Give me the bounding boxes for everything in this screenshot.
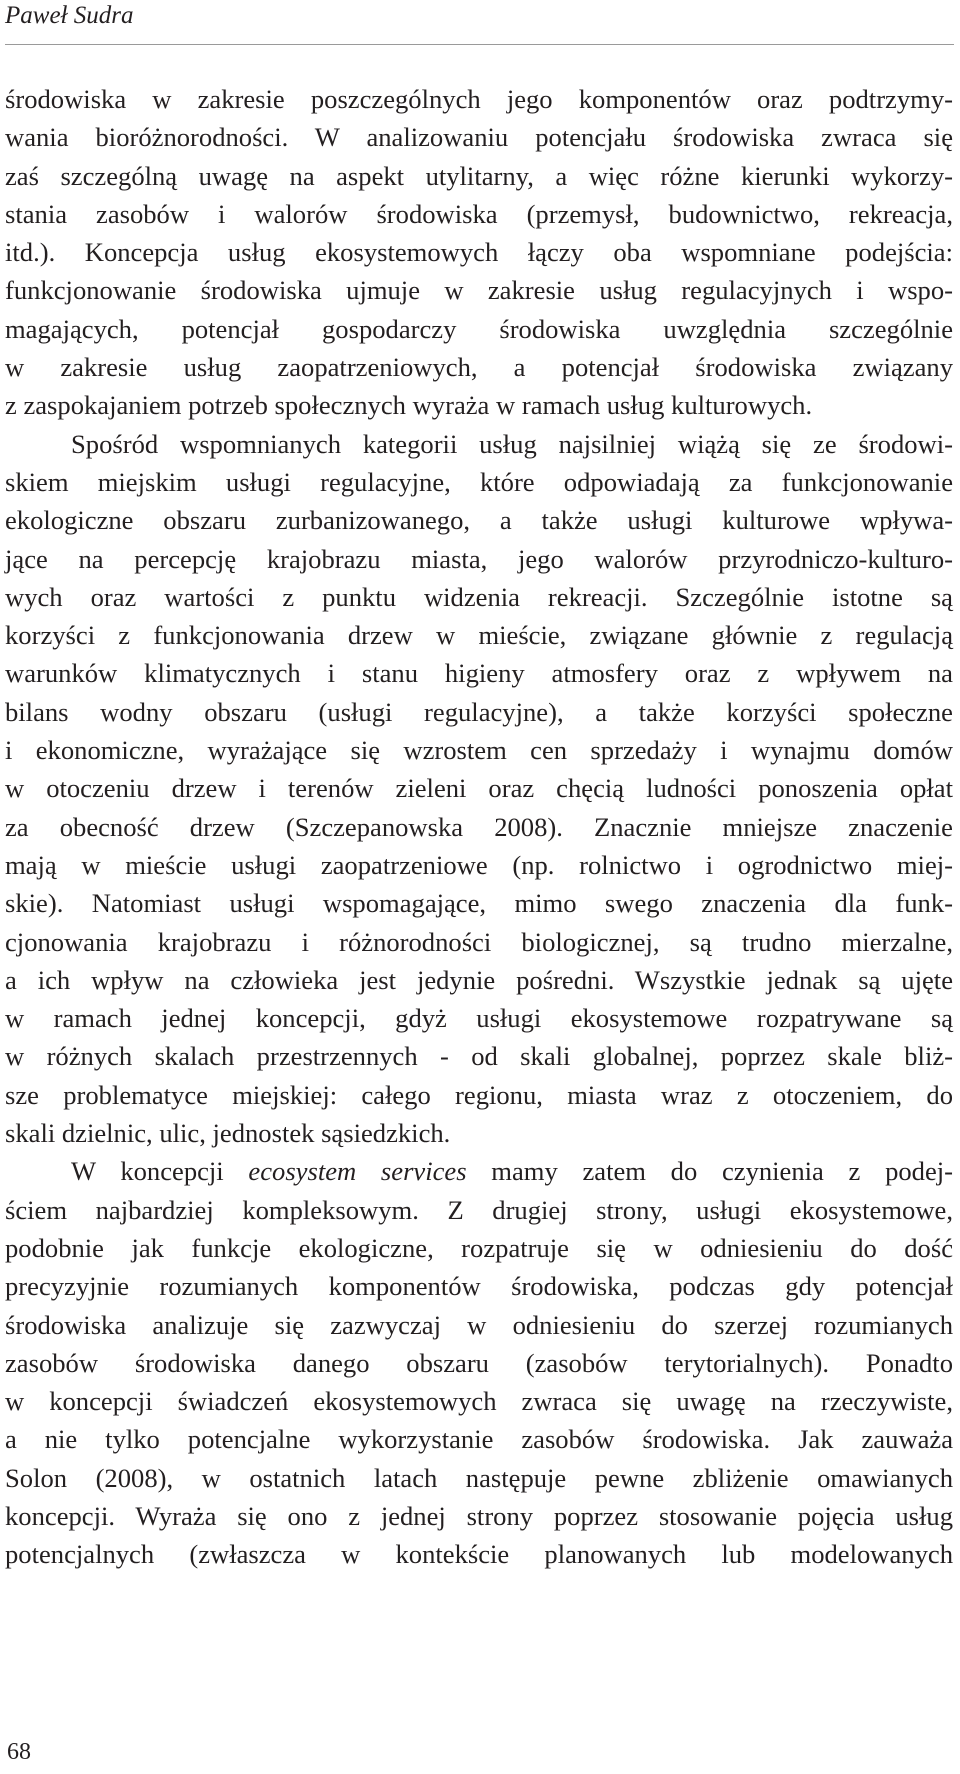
text-segment: potencjalnych (zwłaszcza w kontekście planowanych lub modelowanych bbox=[5, 1539, 953, 1570]
text-segment: koncepcji. Wyraża się ono z jednej strony poprzez stosowanie pojęcia usług bbox=[5, 1500, 953, 1531]
text-segment: jące na percepcję krajobrazu miasta, jego walorów przyrodniczo-kulturo- bbox=[5, 543, 953, 574]
text-segment: cjonowania krajobrazu i różnorodności biologicznej, są trudno mierzalne, bbox=[5, 926, 953, 957]
text-segment: magających, potencjał gospodarczy środowiska uwzględnia szczególnie bbox=[5, 313, 953, 344]
text-line bbox=[5, 846, 953, 884]
text-segment: bilans wodny obszaru (usługi regulacyjne), a także korzyści społeczne bbox=[5, 696, 953, 727]
text-segment: środowiska analizuje się zazwyczaj w odniesieniu do szerzej rozumianych bbox=[5, 1309, 953, 1340]
text-line bbox=[5, 118, 953, 156]
text-line bbox=[5, 1037, 953, 1075]
text-segment: w różnych skalach przestrzennych - od skali globalnej, poprzez skale bliż- bbox=[5, 1041, 953, 1072]
body-text bbox=[5, 80, 953, 1574]
page-number: 68 bbox=[7, 1739, 31, 1765]
text-segment: w ramach jednej koncepcji, gdyż usługi ekosystemowe rozpatrywane są bbox=[5, 1003, 953, 1034]
text-line bbox=[5, 884, 953, 922]
text-segment: w zakresie usług zaopatrzeniowych, a potencjał środowiska związany bbox=[5, 352, 953, 383]
text-line bbox=[5, 1344, 953, 1382]
text-line bbox=[5, 386, 953, 424]
header-rule bbox=[5, 44, 954, 45]
text-line bbox=[5, 463, 953, 501]
text-segment: skie). Natomiast usługi wspomagające, mimo swego znaczenia dla funk- bbox=[5, 888, 953, 919]
text-line bbox=[5, 1076, 953, 1114]
text-segment: Spośród wspomnianych kategorii usług najsilniej wiążą się ze środowi- bbox=[71, 428, 953, 459]
text-line bbox=[5, 693, 953, 731]
text-line bbox=[5, 1535, 953, 1573]
text-segment: ściem najbardziej kompleksowym. Z drugiej strony, usługi ekosystemowe, bbox=[5, 1194, 953, 1225]
text-line bbox=[5, 1152, 953, 1190]
text-line bbox=[5, 501, 953, 539]
text-segment: itd.). Koncepcja usług ekosystemowych łączy oba wspomniane podejścia: bbox=[5, 237, 953, 268]
text-line bbox=[5, 233, 953, 271]
text-segment: precyzyjnie rozumianych komponentów środowiska, podczas gdy potencjał bbox=[5, 1271, 953, 1302]
text-segment: funkcjonowanie środowiska ujmuje w zakresie usług regulacyjnych i wspo- bbox=[5, 275, 953, 306]
text-line bbox=[5, 769, 953, 807]
text-line bbox=[5, 80, 953, 118]
text-segment: w koncepcji świadczeń ekosystemowych zwraca się uwagę na rzeczywiste, bbox=[5, 1386, 953, 1417]
text-segment: sze problematyce miejskiej: całego regionu, miasta wraz z otoczeniem, do bbox=[5, 1079, 953, 1110]
text-line bbox=[5, 540, 953, 578]
text-line bbox=[5, 961, 953, 999]
text-segment: z zaspokajaniem potrzeb społecznych wyraża w ramach usług kulturowych. bbox=[5, 390, 813, 421]
text-segment: podobnie jak funkcje ekologiczne, rozpatruje się w odniesieniu do dość bbox=[5, 1232, 953, 1263]
text-line bbox=[5, 1229, 953, 1267]
italic-term: ecosystem services bbox=[248, 1156, 467, 1187]
text-segment: skali dzielnic, ulic, jednostek sąsiedzkich. bbox=[5, 1118, 451, 1149]
text-line bbox=[5, 425, 953, 463]
text-line bbox=[5, 1306, 953, 1344]
text-line bbox=[5, 731, 953, 769]
text-line bbox=[5, 654, 953, 692]
text-segment: a nie tylko potencjalne wykorzystanie zasobów środowiska. Jak zauważa bbox=[5, 1424, 953, 1455]
text-line bbox=[5, 1420, 953, 1458]
text-line bbox=[5, 157, 953, 195]
text-segment: Solon (2008), w ostatnich latach następuje pewne zbliżenie omawianych bbox=[5, 1462, 953, 1493]
text-segment: zasobów środowiska danego obszaru (zasobów terytorialnych). Ponadto bbox=[5, 1347, 953, 1378]
text-line bbox=[5, 578, 953, 616]
text-line bbox=[5, 1382, 953, 1420]
text-segment: mają w mieście usługi zaopatrzeniowe (np. rolnictwo i ogrodnictwo miej- bbox=[5, 849, 953, 880]
text-line bbox=[5, 195, 953, 233]
text-line bbox=[5, 616, 953, 654]
text-line bbox=[5, 271, 953, 309]
text-segment: mamy zatem do czynienia z podej- bbox=[466, 1156, 954, 1187]
running-head-author: Paweł Sudra bbox=[5, 2, 134, 29]
text-segment: W koncepcji bbox=[71, 1156, 249, 1187]
text-line bbox=[5, 1459, 953, 1497]
text-line bbox=[5, 808, 953, 846]
text-line bbox=[5, 1267, 953, 1305]
text-segment: i ekonomiczne, wyrażające się wzrostem cen sprzedaży i wynajmu domów bbox=[5, 735, 953, 766]
text-segment: w otoczeniu drzew i terenów zieleni oraz chęcią ludności ponoszenia opłat bbox=[5, 773, 953, 804]
text-segment: środowiska w zakresie poszczególnych jego komponentów oraz podtrzymy- bbox=[5, 84, 953, 114]
text-segment: zaś szczególną uwagę na aspekt utylitarny, a więc różne kierunki wykorzy- bbox=[5, 160, 953, 191]
text-segment: wania bioróżnorodności. W analizowaniu potencjału środowiska zwraca się bbox=[5, 122, 953, 153]
text-segment: a ich wpływ na człowieka jest jedynie pośredni. Wszystkie jednak są ujęte bbox=[5, 964, 953, 995]
text-line bbox=[5, 999, 953, 1037]
text-line bbox=[5, 348, 953, 386]
text-segment: warunków klimatycznych i stanu higieny atmosfery oraz z wpływem na bbox=[5, 658, 953, 689]
text-segment: za obecność drzew (Szczepanowska 2008). Znacznie mniejsze znaczenie bbox=[5, 811, 953, 842]
text-segment: stania zasobów i walorów środowiska (przemysł, budownictwo, rekreacja, bbox=[5, 198, 953, 229]
text-line bbox=[5, 1497, 953, 1535]
text-line bbox=[5, 310, 953, 348]
text-segment: korzyści z funkcjonowania drzew w mieście, związane głównie z regulacją bbox=[5, 620, 953, 651]
text-segment: ekologiczne obszaru zurbanizowanego, a także usługi kulturowe wpływa- bbox=[5, 505, 953, 536]
text-line bbox=[5, 1191, 953, 1229]
text-line bbox=[5, 1114, 953, 1152]
text-line bbox=[5, 923, 953, 961]
text-segment: wych oraz wartości z punktu widzenia rekreacji. Szczególnie istotne są bbox=[5, 581, 953, 612]
text-segment: skiem miejskim usługi regulacyjne, które odpowiadają za funkcjonowanie bbox=[5, 466, 953, 497]
